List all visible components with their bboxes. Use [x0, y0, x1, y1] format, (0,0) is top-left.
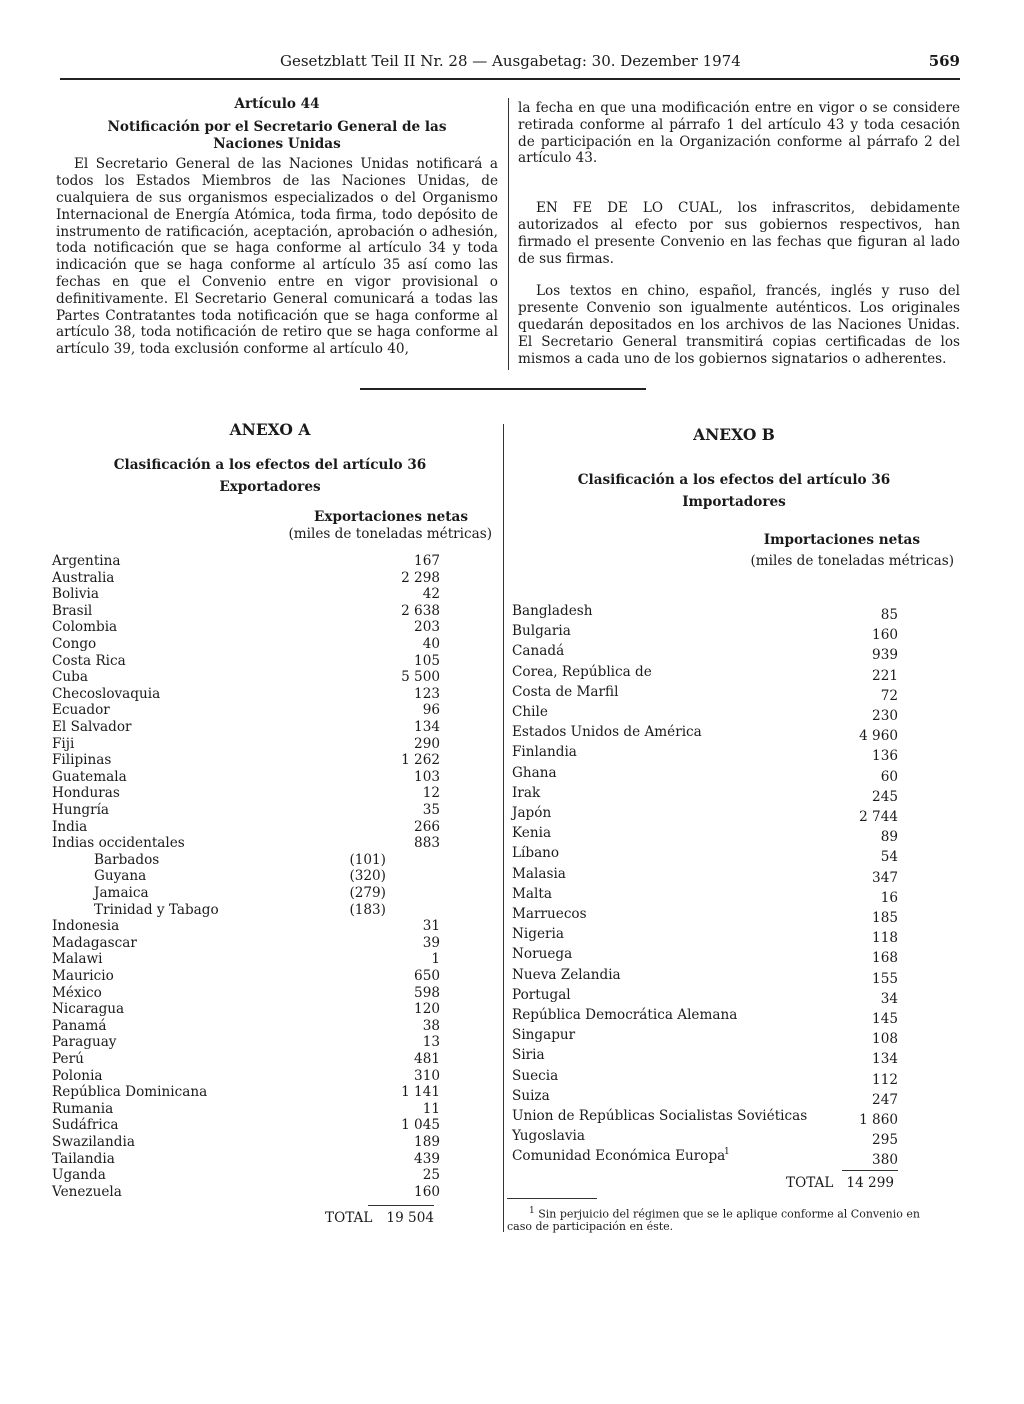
annex-a-row [52, 1167, 452, 1184]
article-title-line1: Notificación por el Secretario General de las [107, 118, 447, 135]
annex-b-country: Siria [512, 1047, 545, 1064]
annex-a-subvalue: (101) [349, 851, 386, 868]
annex-b-value: 155 [872, 970, 898, 987]
annex-a-row [52, 1134, 452, 1151]
annex-b-row [512, 944, 952, 967]
annex-a-value: 1 141 [401, 1084, 440, 1101]
annex-b-row [512, 1086, 952, 1106]
annex-a-country: Tailandia [52, 1150, 115, 1167]
annex-a-row [52, 802, 452, 819]
footnote-reference: 1 [724, 1147, 730, 1158]
annex-a-value: 2 298 [401, 569, 440, 586]
annex-a-value: 167 [414, 553, 440, 569]
annex-a-row [52, 686, 452, 703]
annex-b-table [512, 601, 952, 1171]
annex-a-country: Brasil [52, 602, 93, 619]
footnote-rule [507, 1198, 597, 1199]
annex-a-row [52, 1101, 452, 1118]
annex-b-sum-line [842, 1170, 898, 1171]
annex-a-country: El Salvador [52, 719, 132, 735]
annex-a-value: 310 [414, 1067, 440, 1084]
article-44-right-column [518, 100, 960, 367]
annex-a-row [52, 1068, 452, 1085]
annex-b-country: Chile [512, 704, 548, 720]
annex-a-value: 883 [414, 835, 440, 852]
annex-a-row [52, 653, 452, 670]
annex-a-value: 1 262 [401, 752, 440, 769]
annex-b-country: Japón [512, 805, 552, 821]
annex-b-value: 939 [872, 647, 898, 664]
annex-b-country: Estados Unidos de América [512, 724, 702, 741]
annex-b-row [512, 621, 952, 644]
annex-a-country: Cuba [52, 669, 88, 686]
annex-b-subtitle: Clasificación a los efectos del artículo 36 [577, 472, 891, 488]
annex-a-country: Indias occidentales [52, 835, 185, 852]
annex-b-title: ANEXO B [693, 425, 775, 444]
annex-a-row [52, 785, 452, 802]
annex-a-row [52, 553, 452, 570]
annex-b-country: Malta [512, 885, 552, 902]
annex-b-country: Malasia [512, 865, 566, 882]
annex-a-row [52, 935, 452, 952]
annex-a-country: Jamaica [94, 885, 149, 901]
annex-b-row [512, 823, 952, 846]
annex-b-country: Costa de Marfil [512, 683, 619, 700]
annex-b-country: Nigeria [512, 926, 564, 943]
annex-b-value: 185 [872, 910, 898, 926]
annex-a-group: Exportadores [219, 479, 321, 495]
annex-b-row [512, 864, 952, 884]
annex-a-country: Guatemala [52, 768, 127, 785]
annex-a-value: 203 [414, 619, 440, 636]
annex-b-value: 160 [872, 627, 898, 644]
annex-a-row [52, 1051, 452, 1068]
annex-a-row [52, 603, 452, 620]
annex-a-value: 38 [422, 1017, 440, 1034]
annex-b-value: 118 [872, 930, 898, 947]
languages-paragraph: Los textos en chino, español, francés, inglés y ruso del presente Convenio son igualmente auténticos. Los originales quedarán depositados en los archivos de las Naciones Unidas. El Secretario General transmitirá copias certificadas de los mismos a cada uno de los gobiernos signatarios o adherentes. [518, 283, 960, 367]
annex-a-country: Colombia [52, 619, 118, 636]
annex-a-row [52, 1084, 452, 1101]
annex-a-country: Ecuador [52, 702, 110, 719]
annex-a-total-label: TOTAL [325, 1210, 373, 1226]
annex-b-value: 295 [872, 1132, 898, 1149]
annex-b-row [512, 783, 952, 803]
annex-b-value: 134 [872, 1051, 898, 1068]
annex-a-subtitle: Clasificación a los efectos del artículo 36 [113, 457, 427, 473]
annex-b-value: 1 860 [859, 1112, 898, 1128]
annex-b-value: 347 [872, 869, 898, 886]
annex-b-column-head: Importaciones netas [763, 532, 920, 548]
page-header [60, 50, 960, 80]
annex-b-country: Suiza [512, 1087, 550, 1104]
annex-a-value: 42 [422, 586, 440, 603]
annex-b-country: Bangladesh [512, 603, 593, 619]
annex-b-value: 380 [872, 1152, 898, 1169]
annex-a-row [52, 636, 452, 653]
annex-b-row [512, 1106, 952, 1126]
annex-a-subvalue: (320) [349, 868, 386, 885]
annex-b-value: 108 [872, 1031, 898, 1048]
annex-a-country: Madagascar [52, 934, 137, 951]
annex-a-country: Fiji [52, 735, 75, 752]
annex-b-country: República Democrática Alemana [512, 1007, 738, 1023]
article-body-left: El Secretario General de las Naciones Unidas notificará a todos los Estados Miembros de las Naciones Unidas, de cualquiera de sus organismos especializados o del Organismo Internacional de Energía Atómica, toda firma, todo depósito de instrumento de ratificación, aceptación, aprobación o adhesión, toda notificación que se haga conforme al artículo 34 y toda indicación que se haga conforme al artículo 35 así como las fechas en que el Convenio entre en vigor provisional o definitivamente. El Secretario General comunicará a todas las Partes Contratantes toda notificación que se haga conforme al artículo 38, toda notificación de retiro que se haga conforme al artículo 39, toda exclusión conforme al artículo 40, [56, 156, 498, 358]
annex-b-row [512, 722, 952, 745]
annex-b-value: 60 [880, 768, 898, 785]
annex-a-country: Guyana [94, 868, 147, 885]
annex-b-value: 245 [872, 788, 898, 805]
annex-b-country: Noruega [512, 946, 573, 963]
annex-a-value: 40 [422, 636, 440, 652]
annex-b-row [512, 1126, 952, 1149]
annex-a-value: 160 [414, 1183, 440, 1200]
testimony-paragraph: EN FE DE LO CUAL, los infrascritos, debidamente autorizados al efecto por sus gobiernos respectivos, han firmado el presente Convenio en las fechas que figuran al lado de sus firmas. [518, 200, 960, 267]
annex-b-value: 145 [872, 1011, 898, 1027]
annex-a-row [52, 918, 452, 935]
annex-a-value: 481 [414, 1051, 440, 1067]
annex-a-value: 11 [422, 1100, 440, 1117]
annex-a-value: 31 [422, 918, 440, 935]
annex-b-row [512, 1045, 952, 1068]
annex-a-row [52, 719, 452, 736]
annex-b-row [512, 1146, 952, 1169]
annex-b-country: Corea, República de [512, 663, 652, 680]
annex-b-total-value: 14 299 [846, 1175, 894, 1191]
annex-a-row [52, 902, 452, 919]
annex-a-country: Swazilandia [52, 1134, 135, 1150]
annex-b-country: Líbano [512, 845, 560, 862]
annex-b-footnote [507, 1205, 947, 1234]
annex-a-subvalue: (183) [349, 901, 386, 918]
annex-b-row [512, 904, 952, 924]
annex-a-row [52, 1184, 452, 1201]
annex-a-value: 12 [422, 785, 440, 802]
annex-b-row [512, 1066, 952, 1086]
annex-b-value: 54 [880, 849, 898, 866]
annex-a-country: Sudáfrica [52, 1117, 119, 1134]
column-divider-top [508, 98, 509, 370]
annex-b-value: 2 744 [859, 809, 898, 825]
annex-b-row [512, 1005, 952, 1025]
annex-a-value: 39 [422, 934, 440, 951]
annex-a-row [52, 985, 452, 1002]
annex-a-row [52, 1117, 452, 1134]
annex-a-row [52, 1001, 452, 1018]
annex-a-country: Bolivia [52, 586, 100, 603]
annex-b-row [512, 641, 952, 664]
annex-b-value: 112 [872, 1071, 898, 1088]
footnote-mark: 1 [529, 1206, 535, 1216]
annex-b-header [508, 425, 960, 570]
annex-b-row [512, 682, 952, 702]
article-44-left-column [56, 96, 498, 358]
annex-a-country: India [52, 818, 88, 835]
annex-a-title: ANEXO A [229, 420, 311, 439]
annex-b-row [512, 965, 952, 985]
annex-b-country: Marruecos [512, 906, 587, 922]
annex-a-country: Rumania [52, 1100, 114, 1117]
page-number: 569 [928, 52, 960, 70]
annex-b-row [512, 803, 952, 823]
annex-b-country: Irak [512, 784, 541, 801]
annex-a-value: 290 [414, 735, 440, 752]
running-head: Gesetzblatt Teil II Nr. 28 — Ausgabetag: 30. Dezember 1974 [280, 52, 741, 70]
article-title-line2: Naciones Unidas [213, 135, 341, 152]
annex-a-country: Panamá [52, 1017, 107, 1034]
annex-a-row [52, 819, 452, 836]
annex-b-value: 247 [872, 1091, 898, 1108]
annex-a-country: Malawi [52, 951, 103, 968]
annex-b-value: 16 [880, 889, 898, 906]
annex-a-value: 1 [431, 951, 440, 968]
annex-a-total-value: 19 504 [386, 1210, 434, 1226]
annex-b-row [512, 601, 952, 621]
annex-a-column-unit: (miles de toneladas métricas) [288, 526, 492, 542]
annex-a-value: 439 [414, 1150, 440, 1167]
article-body-right: la fecha en que una modificación entre en vigor o se considere retirada conforme al párrafo 1 del artículo 43 y toda cesación de participación en la Organización conforme al párrafo 2 del artículo 43. [518, 100, 960, 167]
annex-a-country: Barbados [94, 851, 160, 868]
annex-a-country: República Dominicana [52, 1084, 208, 1101]
annex-a-country: Indonesia [52, 918, 120, 935]
annex-b-value: 85 [880, 607, 898, 623]
annex-a-value: 96 [422, 702, 440, 719]
annex-b-value: 34 [880, 990, 898, 1007]
annex-a-row [52, 619, 452, 636]
annex-a-country: Filipinas [52, 752, 112, 769]
annex-b-value: 4 960 [859, 728, 898, 745]
annex-a-value: 1 045 [401, 1117, 440, 1134]
annex-b-total-label: TOTAL [786, 1175, 834, 1191]
annex-a-value: 105 [414, 652, 440, 669]
annex-b-country: Portugal [512, 986, 571, 1003]
annex-a-country: Venezuela [52, 1183, 122, 1200]
annex-b-row [512, 924, 952, 947]
annex-b-country: Suecia [512, 1067, 559, 1084]
annex-a-table [52, 553, 452, 1203]
annex-b-value: 221 [872, 667, 898, 684]
annex-a-country: Nicaragua [52, 1001, 125, 1018]
annex-a-row [52, 852, 452, 869]
annex-a-row [52, 736, 452, 753]
annex-a-row [52, 702, 452, 719]
annex-a-row [52, 835, 452, 852]
annex-b-country: Finlandia [512, 744, 577, 761]
annex-a-country: Mauricio [52, 968, 114, 984]
annex-a-country: Argentina [52, 553, 121, 569]
annex-a-row [52, 669, 452, 686]
annex-a-country: Polonia [52, 1067, 103, 1084]
annex-b-country: Ghana [512, 764, 557, 781]
annex-b-row [512, 702, 952, 722]
annex-a-value: 120 [414, 1001, 440, 1018]
annex-a-value: 123 [414, 685, 440, 702]
annex-b-value: 230 [872, 708, 898, 724]
annex-a-country: Trinidad y Tabago [94, 901, 219, 918]
annex-a-subvalue: (279) [349, 885, 386, 901]
annex-b-country: Nueva Zelandia [512, 966, 621, 983]
annex-b-value: 72 [880, 687, 898, 704]
annex-b-country: Yugoslavia [512, 1128, 585, 1145]
annex-a-country: Australia [52, 569, 115, 586]
annex-a-value: 134 [414, 719, 440, 735]
annex-b-country: Singapur [512, 1027, 576, 1044]
annex-a-value: 103 [414, 768, 440, 785]
annex-a-country: México [52, 984, 102, 1001]
annex-a-sum-line [368, 1205, 434, 1206]
annex-a-value: 2 638 [401, 602, 440, 619]
annex-a-country: Checoslovaquia [52, 685, 161, 702]
annex-b-value: 136 [872, 748, 898, 765]
annex-a-value: 5 500 [401, 669, 440, 686]
annex-a-row [52, 1018, 452, 1035]
annex-b-row [512, 884, 952, 904]
annex-a-header [40, 420, 500, 543]
annex-b-value: 168 [872, 950, 898, 967]
annex-a-row [52, 968, 452, 985]
annex-b-value: 89 [880, 829, 898, 846]
annex-b-country: Union de Repúblicas Socialistas Soviéticas [512, 1108, 808, 1124]
annex-a-country: Honduras [52, 785, 120, 802]
annex-b-row [512, 1025, 952, 1048]
footnote-text: Sin perjuicio del régimen que se le aplique conforme al Convenio en caso de participación en éste. [507, 1207, 920, 1234]
annex-a-row [52, 868, 452, 885]
annex-a-country: Paraguay [52, 1034, 117, 1051]
annex-a-row [52, 570, 452, 587]
annex-a-country: Hungría [52, 802, 110, 818]
annex-b-country: Comunidad Económica Europa [512, 1148, 726, 1165]
annex-a-value: 266 [414, 818, 440, 835]
annex-b-row [512, 662, 952, 682]
annex-a-value: 13 [422, 1034, 440, 1051]
annex-b-country: Bulgaria [512, 623, 571, 640]
annex-a-row [52, 752, 452, 769]
annex-b-row [512, 985, 952, 1005]
annex-a-row [52, 1034, 452, 1051]
annex-a-country: Uganda [52, 1167, 106, 1184]
article-heading: Artículo 44 [234, 96, 320, 112]
annex-b-row [512, 763, 952, 783]
annex-a-value: 35 [422, 802, 440, 818]
section-separator [360, 388, 646, 390]
annex-b-row [512, 843, 952, 866]
annex-a-country: Congo [52, 636, 97, 652]
annex-a-value: 598 [414, 984, 440, 1001]
annex-a-country: Perú [52, 1051, 84, 1067]
annex-a-row [52, 769, 452, 786]
annex-b-group: Importadores [682, 494, 786, 510]
annex-a-value: 189 [414, 1134, 440, 1150]
annex-b-row [512, 742, 952, 765]
annex-b-country: Canadá [512, 643, 565, 660]
annex-b-column-unit: (miles de toneladas métricas) [750, 553, 954, 569]
annex-a-row [52, 586, 452, 603]
annex-a-row [52, 1151, 452, 1168]
annex-a-row [52, 951, 452, 968]
annex-a-country: Costa Rica [52, 652, 126, 669]
annex-a-value: 25 [422, 1167, 440, 1184]
column-divider-bottom [503, 424, 504, 1232]
annex-a-value: 650 [414, 968, 440, 984]
annex-a-column-head: Exportaciones netas [314, 509, 468, 525]
annex-b-country: Kenia [512, 825, 552, 842]
annex-a-row [52, 885, 452, 902]
